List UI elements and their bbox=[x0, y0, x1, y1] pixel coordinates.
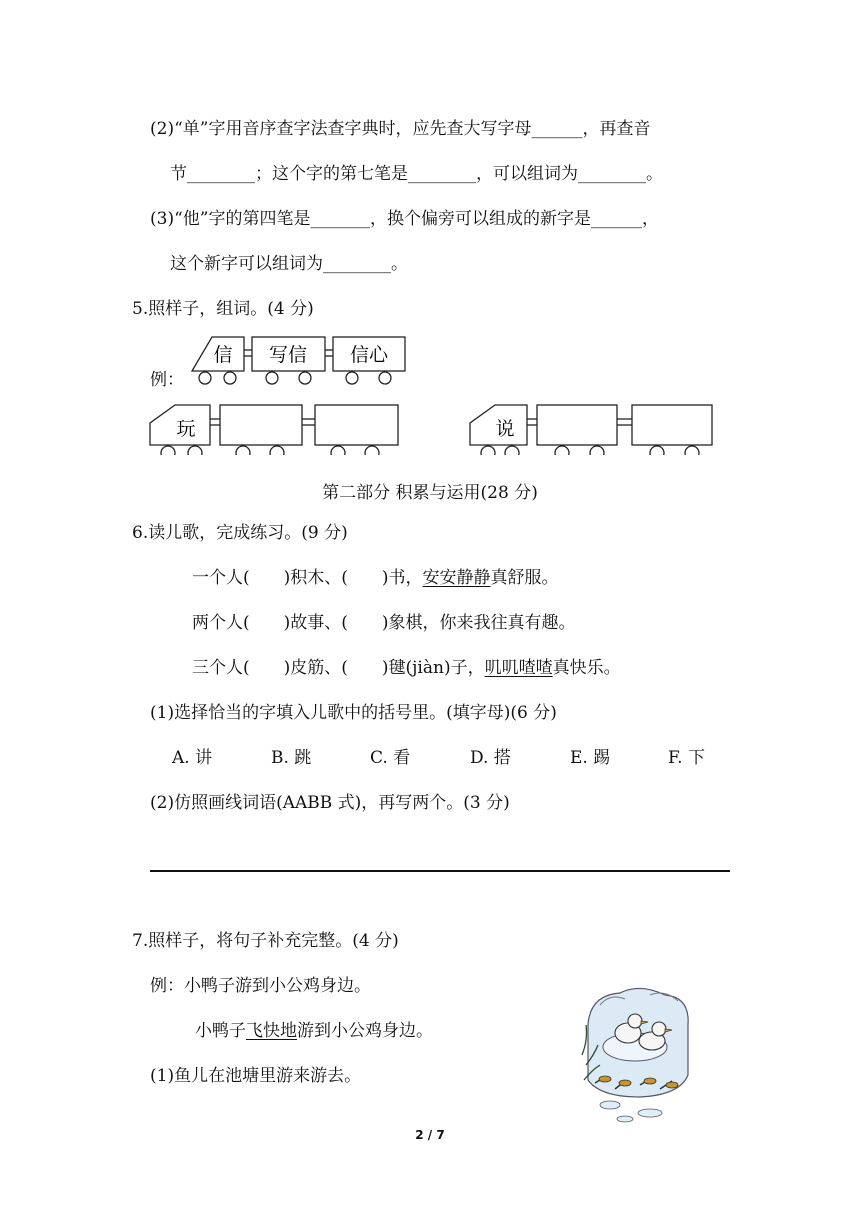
option-b: B. 跳 bbox=[271, 748, 312, 768]
option-a: A. 讲 bbox=[172, 748, 213, 768]
poem-line-1-pre: 一个人( )积木、( )书， bbox=[192, 568, 423, 588]
option-f: F. 下 bbox=[668, 748, 705, 768]
q5-title: 5.照样子，组词。(4 分) bbox=[132, 299, 314, 319]
option-e: E. 踢 bbox=[570, 748, 611, 768]
train-1-engine-char: 玩 bbox=[176, 418, 196, 440]
option-d: D. 搭 bbox=[470, 748, 511, 768]
poem-line-1-underlined: 安安静静 bbox=[422, 568, 491, 588]
q6-title: 6.读儿歌，完成练习。(9 分) bbox=[132, 523, 348, 543]
example-car-1-word: 写信 bbox=[268, 344, 308, 366]
poem-line-1 bbox=[192, 567, 559, 589]
q4-part3-line1: (3)“他”字的第四笔是_______，换个偏旁可以组成的新字是______， bbox=[150, 209, 659, 229]
example-engine-char: 信 bbox=[213, 344, 233, 366]
answer-line[interactable] bbox=[150, 870, 730, 872]
train-1-car-1 bbox=[220, 405, 302, 445]
q6-sub1: (1)选择恰当的字填入儿歌中的括号里。(填字母)(6 分) bbox=[150, 703, 557, 723]
q7-example-2-underlined: 飞快地 bbox=[246, 1021, 297, 1041]
train-1-car-2 bbox=[315, 405, 398, 445]
train-2-car-1 bbox=[537, 405, 617, 445]
q7-example-2 bbox=[195, 1020, 433, 1042]
q7-title: 7.照样子，将句子补充完整。(4 分) bbox=[132, 931, 399, 951]
q6-sub2: (2)仿照画线词语(AABB 式)，再写两个。(3 分) bbox=[150, 793, 510, 813]
poem-line-1-post: 真舒服。 bbox=[490, 568, 559, 588]
q7-sub1: (1)鱼儿在池塘里游来游去。 bbox=[150, 1066, 362, 1086]
q5-example-label: 例： bbox=[150, 370, 184, 390]
poem-line-3-underlined: 叽叽喳喳 bbox=[484, 658, 553, 678]
q7-example-2-pre: 小鸭子 bbox=[195, 1021, 246, 1041]
poem-line-3-pre: 三个人( )皮筋、( )毽(jiàn)子， bbox=[192, 658, 485, 678]
q4-part2-line1: (2)“单”字用音序查字法查字典时，应先查大写字母______，再查音 bbox=[150, 119, 651, 139]
page-number: 2 / 7 bbox=[415, 1128, 445, 1142]
section-title: 第二部分 积累与运用(28 分) bbox=[322, 483, 538, 503]
q4-part2-line2: 节________；这个字的第七笔是________，可以组词为________。 bbox=[170, 164, 663, 184]
train-2-car-2 bbox=[632, 405, 712, 445]
example-car-2-word: 信心 bbox=[349, 344, 389, 366]
q5-trains bbox=[0, 335, 860, 455]
train-2-engine-char: 说 bbox=[495, 418, 515, 440]
poem-line-3 bbox=[192, 657, 621, 679]
poem-line-3-post: 真快乐。 bbox=[552, 658, 621, 678]
q4-part3-line2: 这个新字可以组词为________。 bbox=[170, 254, 408, 274]
ducks-pond-illustration bbox=[580, 985, 695, 1125]
poem-line-2: 两个人( )故事、( )象棋，你来我往真有趣。 bbox=[192, 613, 576, 633]
option-c: C. 看 bbox=[370, 748, 411, 768]
q7-example-2-post: 游到小公鸡身边。 bbox=[297, 1021, 433, 1041]
q7-example-1: 例：小鸭子游到小公鸡身边。 bbox=[150, 976, 371, 996]
